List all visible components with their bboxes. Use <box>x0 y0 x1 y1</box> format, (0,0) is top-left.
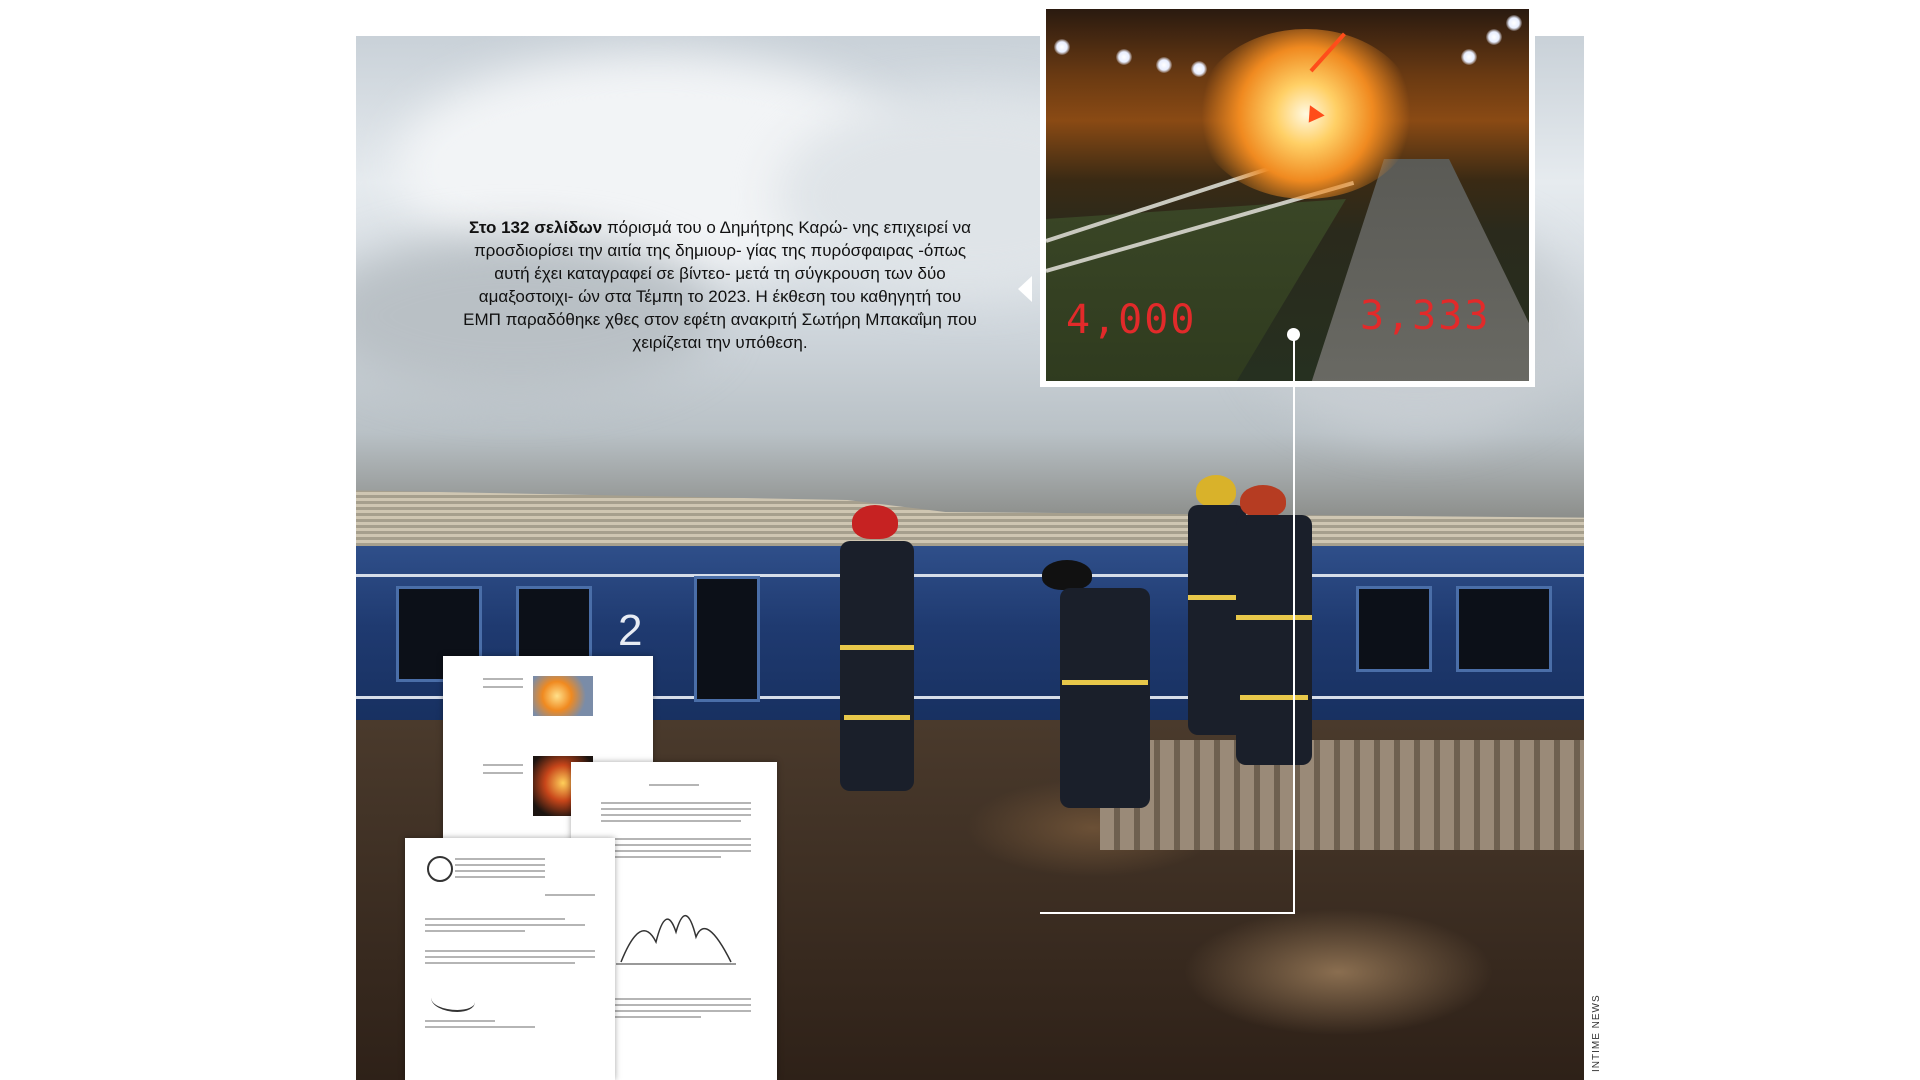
train-door <box>694 576 760 702</box>
university-seal-icon <box>427 856 453 882</box>
street-lamp <box>1191 61 1207 77</box>
firefighter <box>1040 560 1160 820</box>
callout-pointer <box>1018 276 1032 302</box>
fire-diagram <box>611 892 741 982</box>
street-lamp <box>1156 57 1172 73</box>
firefighter <box>830 505 930 795</box>
photo-caption <box>460 216 980 354</box>
photo-credit: INTIME NEWS <box>1591 994 1602 1072</box>
train-roof <box>356 468 1584 548</box>
caption-text: πόρισμά του ο Δημήτρης Καρώ- νης επιχειρεί να προσδιορίσει την αιτία της δημιουρ- γίας της πυρόσφαιρας -όπως αυτή έχει καταγραφεί σε βίντεο- μετά τη σύγκρουση των δύο αμαξοστοιχι- ών στα Τέμπη το 2023. Η έκθεση του καθηγητή του ΕΜΠ παραδόθηκε χθες στον εφέτη ανακριτή Σωτήρη Μπακαΐμη που χειρίζεται την υπόθεση. <box>463 218 977 352</box>
firefighter <box>1228 485 1318 775</box>
leader-line <box>1040 912 1295 914</box>
freight-wagon <box>1100 740 1584 850</box>
timestamp-left: 4,000 <box>1066 297 1197 343</box>
train-window <box>1356 586 1432 672</box>
train-window <box>1456 586 1552 672</box>
street-lamp <box>1486 29 1502 45</box>
street-lamp <box>1461 49 1477 65</box>
caption-lead: Στο 132 σελίδων <box>468 218 603 237</box>
street-lamp <box>1506 15 1522 31</box>
report-cover-letter <box>405 838 615 1080</box>
street-lamp <box>1054 39 1070 55</box>
signature <box>431 988 475 1012</box>
timestamp-right: 3,333 <box>1360 293 1491 339</box>
street-lamp <box>1116 49 1132 65</box>
coach-number: 2 <box>618 606 643 655</box>
fireball-thumbnail <box>533 676 593 716</box>
leader-line <box>1293 334 1295 914</box>
video-frame <box>1046 9 1529 381</box>
